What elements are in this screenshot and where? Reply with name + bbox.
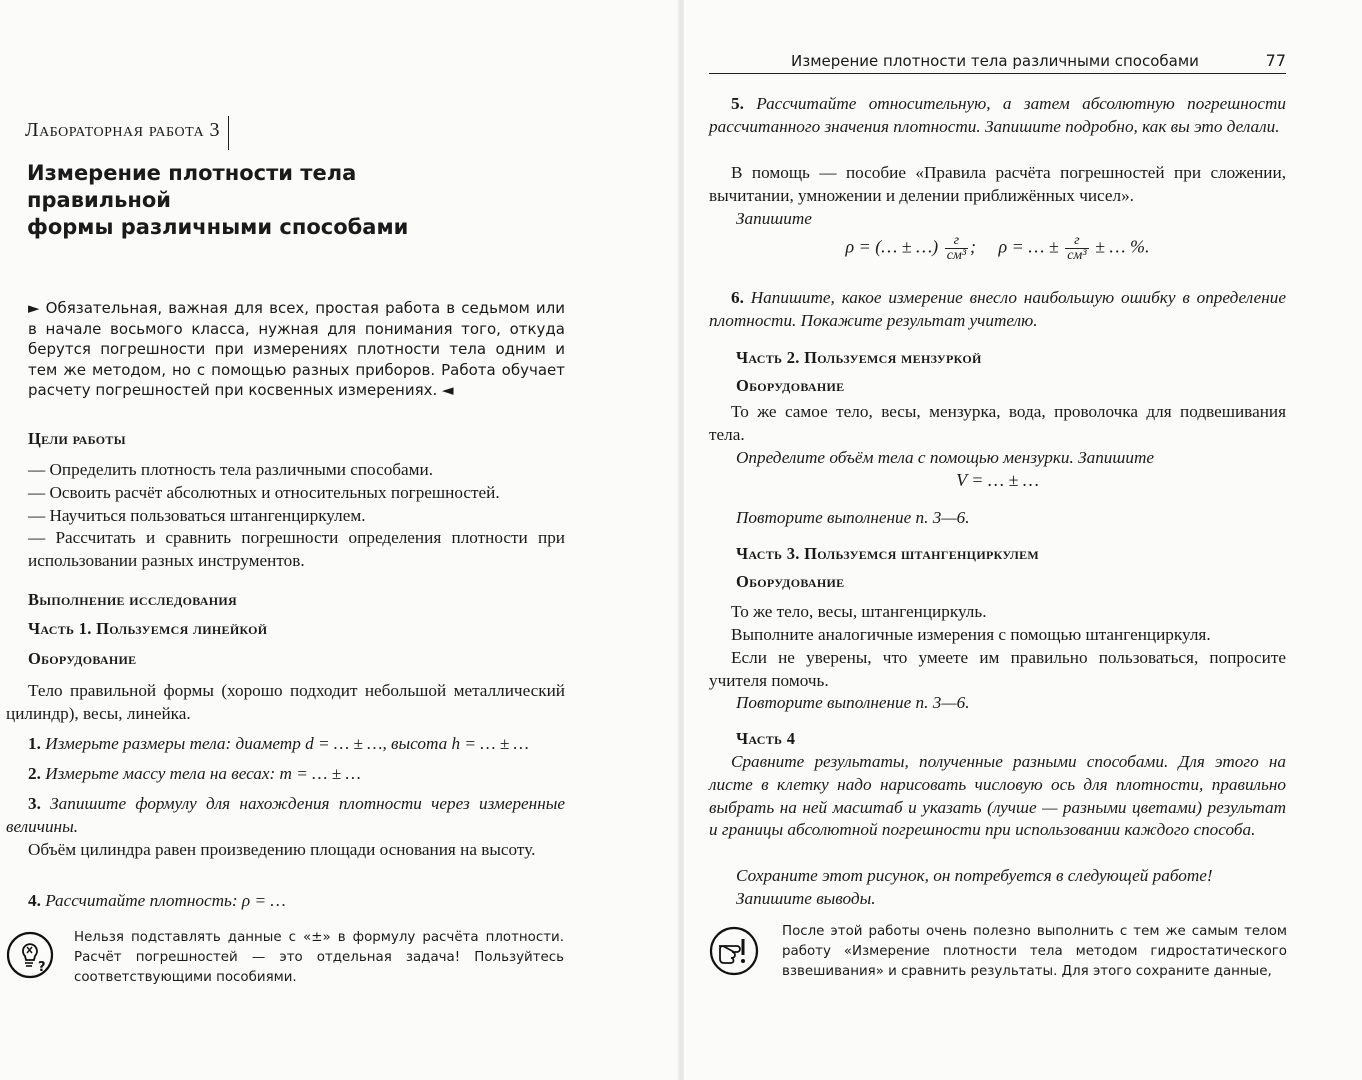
step-text: Запишите формулу для нахождения плотности через измеренные величины. — [6, 794, 565, 836]
formula-part-b: ρ = … ± — [998, 236, 1059, 257]
part3-repeat: Повторите выполнение п. 3—6. — [736, 693, 970, 712]
unit-denominator: см³ — [946, 248, 967, 263]
goal-item: — Рассчитать и сравнить погрешности определения плотности при использовании разных инструментов. — [28, 528, 565, 571]
info-note: После этой работы очень полезно выполнить с тем же самым телом работу «Измерение плотности тела методом гидростатического взвешивания» и сравнить результаты. Для этого сохраните данные, — [782, 924, 1287, 979]
equipment-text: Тело правильной формы (хорошо подходит небольшой металлический цилиндр), весы, линейка. — [6, 681, 565, 723]
step-6 — [709, 287, 1286, 333]
part3-equipment-heading: Оборудование — [736, 572, 845, 591]
lab-label: Лабораторная работа 3 — [25, 116, 229, 150]
part2-equipment-heading: Оборудование — [736, 376, 845, 395]
unit-denominator: см³ — [1067, 248, 1087, 263]
volume-text: Объём цилиндра равен произведению площади основания на высоту. — [28, 840, 536, 859]
formula-separator: ; — [970, 236, 977, 257]
part4-heading: Часть 4 — [736, 729, 796, 748]
part3-line-1: То же тело, весы, штангенциркуль. — [731, 602, 987, 621]
step-number: 4. — [28, 891, 41, 910]
goal-item: — Освоить расчёт абсолютных и относительных погрешностей. — [28, 482, 500, 502]
running-head-title: Измерение плотности тела различными способами — [791, 52, 1199, 70]
pointing-hand-icon — [708, 925, 760, 977]
step-number: 6. — [731, 288, 744, 307]
step-4 — [28, 890, 565, 913]
part4-save: Сохраните этот рисунок, он потребуется в следующей работе! — [736, 866, 1213, 885]
step-number: 3. — [28, 794, 41, 813]
part1-heading: Часть 1. Пользуемся линейкой — [28, 619, 268, 638]
part3-heading: Часть 3. Пользуемся штангенциркулем — [736, 544, 1040, 563]
unit-numerator: г — [1065, 234, 1088, 249]
equipment-heading: Оборудование — [28, 649, 137, 668]
step-text: Измерьте массу тела на весах: m = … ± … — [45, 764, 361, 783]
unit-numerator: г — [945, 234, 968, 249]
step-5 — [709, 93, 1286, 139]
research-heading: Выполнение исследования — [28, 590, 237, 609]
warning-note: Нельзя подставлять данные с «±» в формулу расчёта плотности. Расчёт погрешностей — это отдельная задача! Пользуйтесь соответствующими пособиями. — [74, 930, 564, 985]
part3-line-3: Если не уверены, что умеете им правильно пользоваться, попросите учителя помочь. — [709, 648, 1286, 690]
part2-instruction: Определите объём тела с помощью мензурки. Запишите — [736, 448, 1155, 467]
part4-conclusions: Запишите выводы. — [736, 889, 876, 908]
part2-repeat: Повторите выполнение п. 3—6. — [736, 508, 970, 527]
title-line-1: Измерение плотности тела правильной — [27, 161, 357, 212]
step-5-help: В помощь — пособие «Правила расчёта погрешностей при сложении, вычитании, умножении и делении приближённых чисел». — [709, 163, 1286, 205]
volume-formula: V = … ± … — [956, 470, 1039, 490]
intro-text: ► Обязательная, важная для всех, простая работа в седьмом или в начале восьмого класса, нужная для понимания того, откуда берутся погрешности при измерениях плотности тела одним и тем же методом, но с помощью разных приборов. Работа обучает расчету погрешностей при косвенных измерениях. ◄ — [28, 299, 565, 400]
part2-equipment-text: То же самое тело, весы, мензурка, вода, проволочка для подвешивания тела. — [709, 402, 1286, 444]
unit-fraction — [1065, 234, 1088, 263]
goal-item: — Научиться пользоваться штангенциркулем. — [28, 505, 366, 525]
step-number: 1. — [28, 734, 41, 753]
formula-part-a: ρ = (… ± …) — [845, 236, 939, 257]
step-text: Напишите, какое измерение внесло наибольшую ошибку в определение плотности. Покажите результат учителю. — [709, 288, 1287, 330]
part2-heading: Часть 2. Пользуемся мензуркой — [736, 348, 982, 367]
density-formula — [709, 234, 1286, 263]
goals-list — [28, 459, 565, 573]
step-number: 5. — [731, 94, 744, 113]
step-number: 2. — [28, 764, 41, 783]
step-text: Измерьте размеры тела: диаметр d = … ± …, высота h = … ± … — [45, 734, 529, 753]
part4-text: Сравните результаты, полученные разными способами. Для этого на листе в клетку надо нарисовать числовую ось для плотности, правильно выбрать на ней масштаб и указать (лучше — разными цветами) результат и границы абсолютной погрешности при использовании каждого способа. — [709, 752, 1286, 840]
goal-item: — Определить плотность тела различными способами. — [28, 460, 434, 479]
svg-text:?: ? — [38, 960, 46, 975]
step-text: Рассчитайте относительную, а затем абсолютную погрешности рассчитанного значения плотности. Запишите подробно, как вы это делали. — [709, 94, 1286, 136]
unit-fraction — [945, 234, 968, 263]
goals-heading: Цели работы — [28, 429, 126, 448]
title-line-2: формы различными способами — [27, 215, 409, 239]
lightbulb-warning-icon — [5, 930, 55, 980]
write-label: Запишите — [736, 209, 812, 228]
formula-part-b-tail: ± … %. — [1095, 236, 1150, 257]
right-page — [681, 0, 1362, 1080]
running-head — [709, 50, 1286, 74]
step-2 — [28, 763, 565, 786]
part3-line-2: Выполните аналогичные измерения с помощью штангенциркуля. — [731, 625, 1211, 644]
step-1 — [28, 733, 565, 756]
step-text: Рассчитайте плотность: ρ = … — [45, 891, 286, 910]
page-title — [27, 160, 497, 241]
step-3 — [6, 793, 565, 839]
page-number: 77 — [1265, 51, 1286, 70]
